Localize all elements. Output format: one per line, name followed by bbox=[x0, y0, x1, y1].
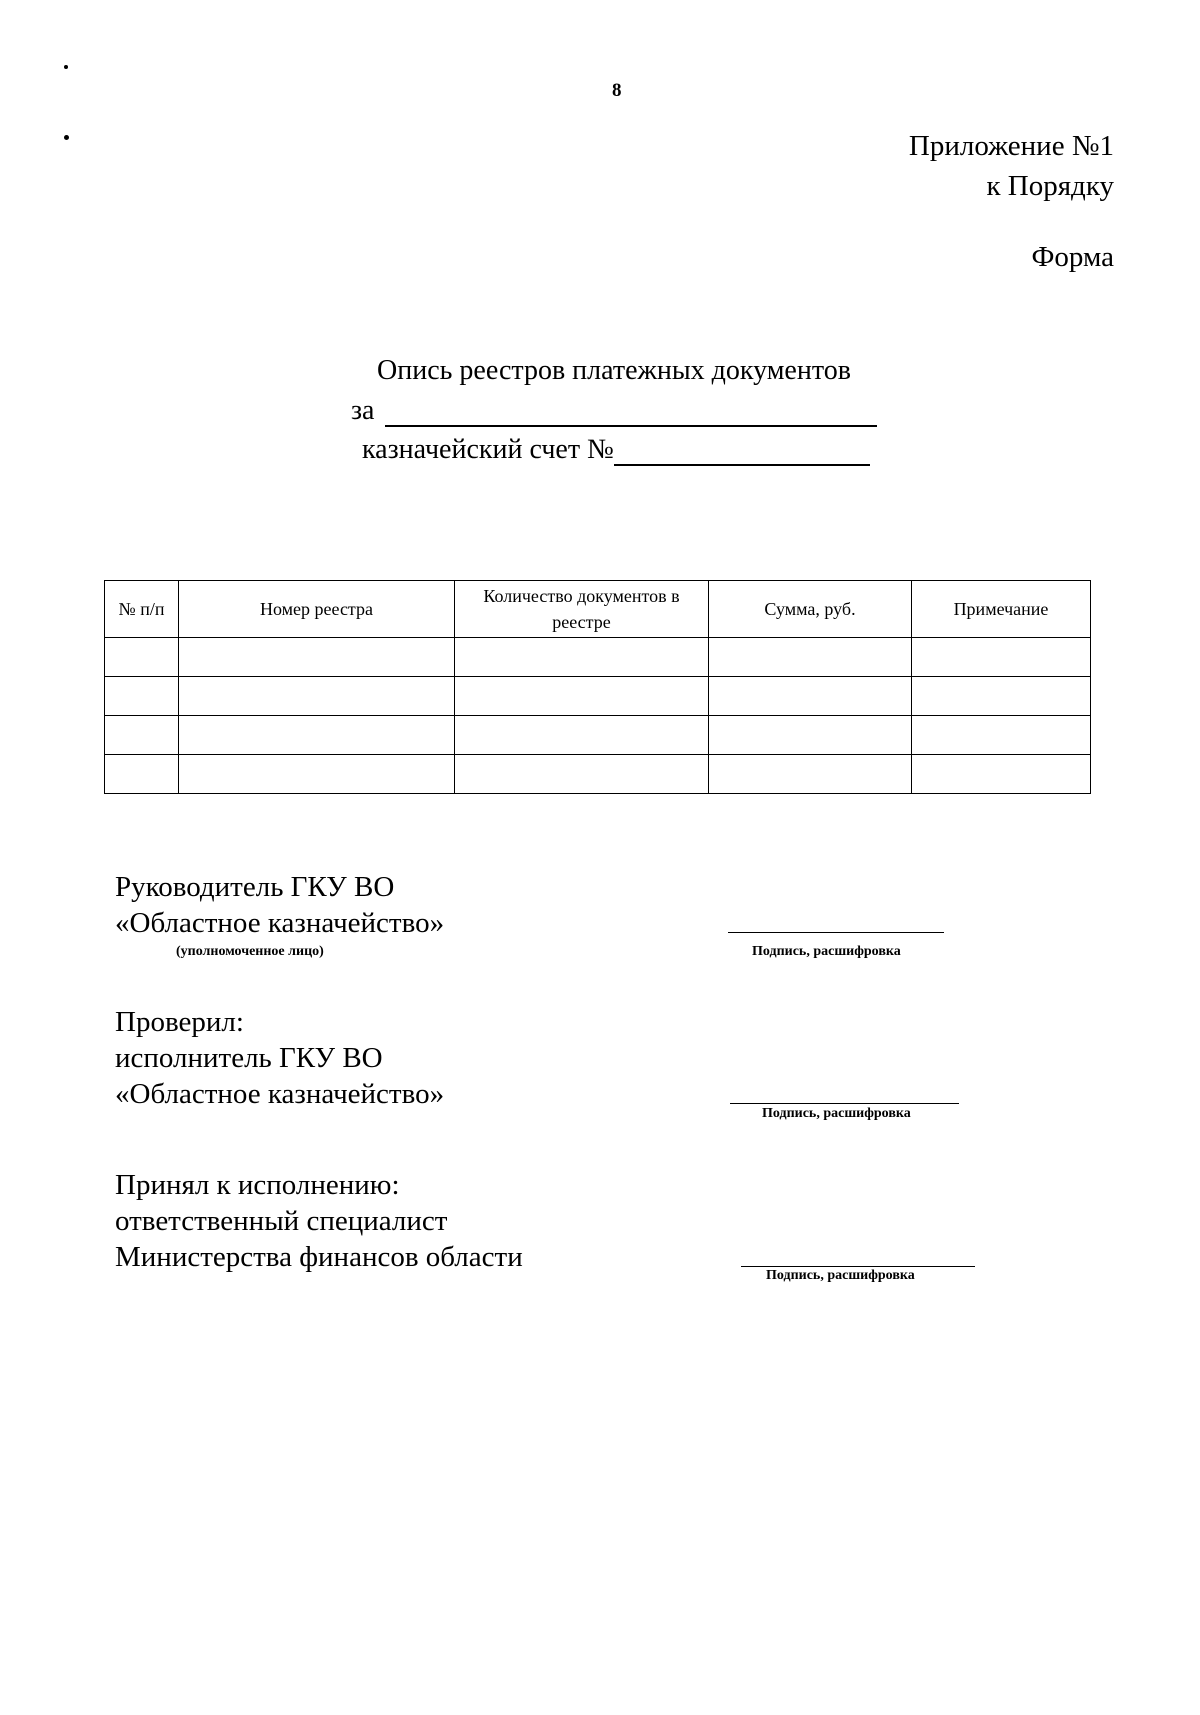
appendix-line-1: Приложение №1 bbox=[908, 130, 1114, 162]
period-label: за bbox=[351, 395, 375, 426]
table-cell bbox=[455, 638, 709, 677]
column-header-document-count: Количество документов в реестре bbox=[455, 581, 709, 638]
scan-speck bbox=[64, 135, 69, 140]
accepted-title-line-3: Министерства финансов области bbox=[115, 1240, 523, 1273]
checked-title-line-3: «Областное казначейство» bbox=[115, 1077, 445, 1110]
accepted-title-line-1: Принял к исполнению: bbox=[115, 1169, 400, 1201]
accepted-title-line-2: ответственный специалист bbox=[115, 1204, 448, 1237]
page-number: 8 bbox=[612, 80, 622, 101]
table-cell bbox=[912, 716, 1091, 755]
table-cell bbox=[179, 677, 455, 716]
document-title: Опись реестров платежных документов bbox=[377, 355, 851, 386]
head-title-line-2: «Областное казначейство» bbox=[115, 906, 445, 939]
period-field bbox=[351, 395, 877, 427]
account-label: казначейский счет № bbox=[362, 434, 614, 465]
column-header-number: № п/п bbox=[105, 581, 179, 638]
accepted-signature-caption: Подпись, расшифровка bbox=[766, 1268, 915, 1283]
table-cell bbox=[455, 755, 709, 794]
accepted-signature-line bbox=[741, 1266, 975, 1267]
head-signature-caption: Подпись, расшифровка bbox=[752, 944, 901, 959]
table-cell bbox=[912, 677, 1091, 716]
table-row bbox=[105, 638, 1091, 677]
table-cell bbox=[179, 638, 455, 677]
form-label: Форма bbox=[1031, 241, 1114, 273]
period-blank-line bbox=[385, 399, 877, 427]
scan-speck bbox=[64, 65, 68, 69]
account-blank-line bbox=[614, 438, 870, 466]
checked-title-line-2: исполнитель ГКУ ВО bbox=[115, 1041, 383, 1074]
column-header-note: Примечание bbox=[912, 581, 1091, 638]
table-cell bbox=[105, 755, 179, 794]
signature-head-block bbox=[115, 870, 444, 942]
table-cell bbox=[105, 716, 179, 755]
appendix-reference bbox=[909, 126, 1114, 206]
table-cell bbox=[179, 755, 455, 794]
table-row bbox=[105, 755, 1091, 794]
table-cell bbox=[179, 716, 455, 755]
head-signature-line bbox=[728, 932, 944, 933]
table-cell bbox=[709, 638, 912, 677]
checked-signature-caption: Подпись, расшифровка bbox=[762, 1106, 911, 1121]
appendix-line-2: к Порядку bbox=[986, 170, 1114, 203]
column-header-amount: Сумма, руб. bbox=[709, 581, 912, 638]
registry-table bbox=[104, 580, 1091, 794]
table-cell bbox=[455, 716, 709, 755]
table-row bbox=[105, 716, 1091, 755]
table-cell bbox=[709, 677, 912, 716]
table-cell bbox=[105, 638, 179, 677]
authorized-person-label: (уполномоченное лицо) bbox=[176, 944, 324, 959]
table-cell bbox=[455, 677, 709, 716]
table-header-row bbox=[105, 581, 1091, 638]
column-header-registry-number: Номер реестра bbox=[179, 581, 455, 638]
table-cell bbox=[912, 638, 1091, 677]
account-field bbox=[362, 434, 870, 466]
head-title-line-1: Руководитель ГКУ ВО bbox=[115, 871, 395, 903]
table-cell bbox=[709, 716, 912, 755]
table-cell bbox=[105, 677, 179, 716]
checked-title-line-1: Проверил: bbox=[115, 1006, 244, 1038]
checked-signature-line bbox=[730, 1103, 959, 1104]
signature-checked-block bbox=[115, 1005, 444, 1113]
signature-accepted-block bbox=[115, 1168, 523, 1276]
table-cell bbox=[912, 755, 1091, 794]
table-cell bbox=[709, 755, 912, 794]
table-row bbox=[105, 677, 1091, 716]
